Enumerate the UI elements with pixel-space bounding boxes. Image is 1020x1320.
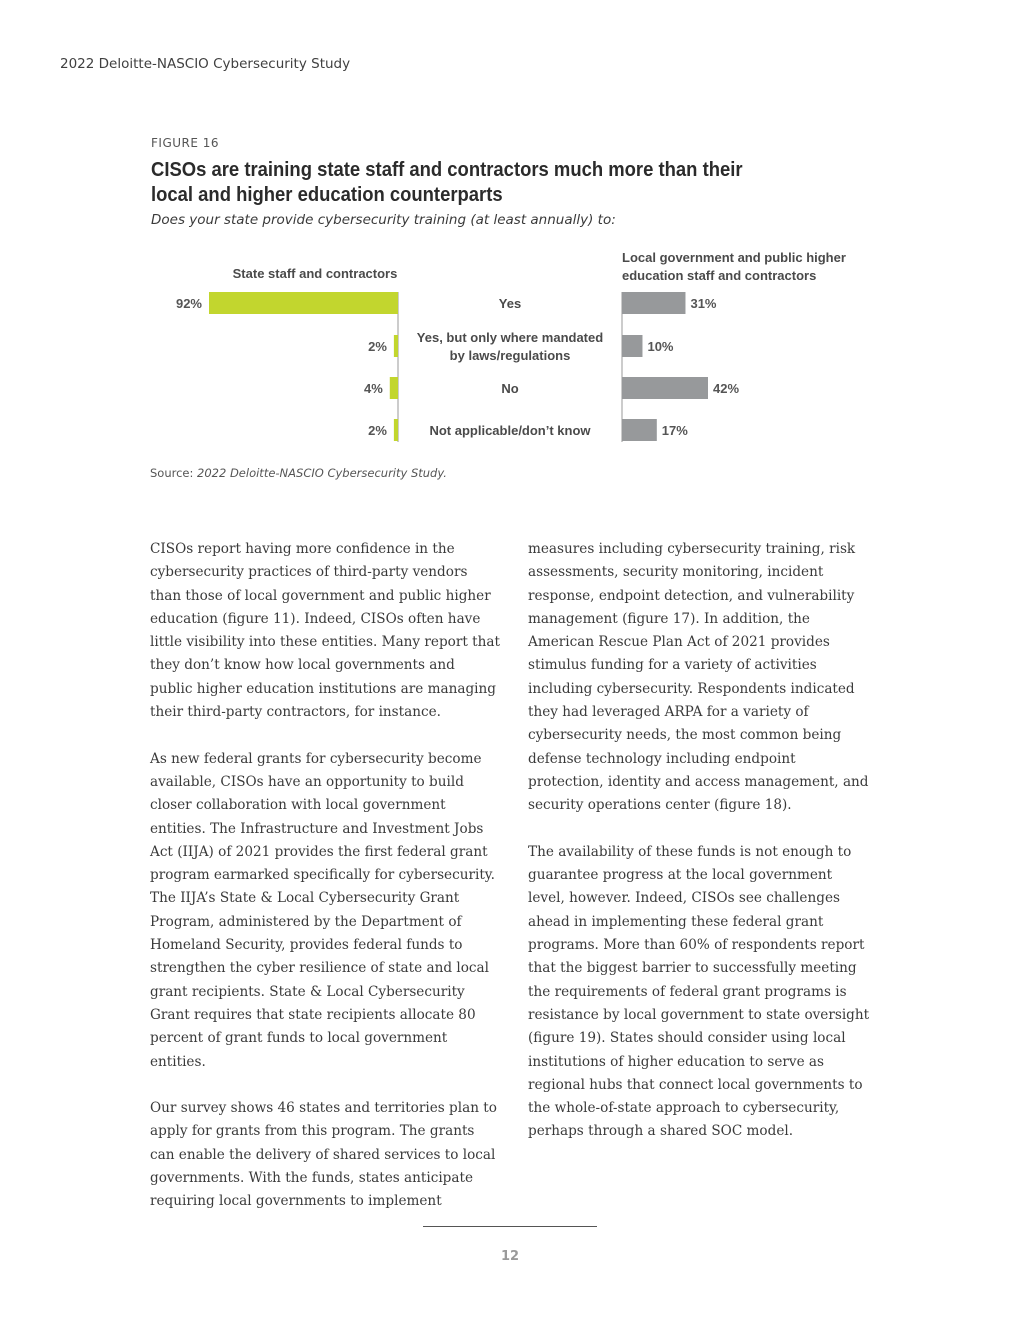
data-label-state: 2%	[368, 339, 387, 354]
bar-local	[622, 292, 685, 314]
data-label-local: 31%	[690, 296, 717, 311]
data-label-local: 42%	[713, 381, 740, 396]
data-label-state: 2%	[368, 423, 387, 438]
data-label-state: 4%	[363, 381, 383, 396]
category-label: Not applicable/don’t know	[429, 423, 591, 438]
bar-local	[622, 335, 642, 357]
body-paragraph: CISOs report having more confidence in the cybersecurity practices of third-party vendors than those of local government and public higher education (figure 11). Indeed, CISOs often have little visibility into these entities. Many report that they don’t know how local governments and public higher education institutions are managing their third-party contractors, for instance.	[150, 541, 500, 721]
category-label: No	[501, 381, 519, 396]
bar-local	[622, 419, 657, 441]
running-header: 2022 Deloitte-NASCIO Cybersecurity Study	[60, 56, 351, 72]
series-label-right: education staff and contractors	[622, 268, 817, 283]
figure-source	[150, 466, 447, 480]
footer-rule	[423, 1226, 597, 1227]
data-label-local: 17%	[661, 423, 688, 438]
body-paragraph: measures including cybersecurity training, risk assessments, security monitoring, incident response, endpoint detection, and vulnerability management (figure 17). In addition, the American Rescue Plan Act of 2021 provides stimulus funding for a variety of activities including cybersecurity. Respondents indicated they had leveraged ARPA for a variety of cybersecurity needs, the most common being defense technology including endpoint protection, identity and access management, and security operations center (figure 18).	[528, 541, 869, 814]
body-column-left	[150, 538, 500, 1237]
figure-label: FIGURE 16	[151, 136, 220, 150]
figure-subtitle: Does your state provide cybersecurity training (at least annually) to:	[151, 212, 616, 228]
body-column-right	[528, 538, 873, 1167]
source-title: 2022 Deloitte-NASCIO Cybersecurity Study.	[197, 466, 447, 480]
bar-state	[390, 377, 398, 399]
body-paragraph: The availability of these funds is not enough to guarantee progress at the local government level, however. Indeed, CISOs see challenges ahead in implementing these federal grant programs. More than 60% of respondents report that the biggest barrier to successfully meeting the requirements of federal grant programs is resistance by local government to state oversight (figure 19). States should consider using local institutions of higher education to serve as regional hubs that connect local governments to the whole-of-state approach to cybersecurity, perhaps through a shared SOC model.	[528, 843, 870, 1140]
category-label: by laws/regulations	[449, 348, 571, 363]
bar-local	[622, 377, 708, 399]
figure-title: CISOs are training state staff and contractors much more than their local and higher education counterparts	[151, 158, 743, 206]
series-label-left: State staff and contractors	[232, 266, 398, 281]
bar-state	[394, 335, 398, 357]
data-label-state: 92%	[175, 296, 202, 311]
category-label: Yes	[498, 296, 522, 311]
page-number: 12	[500, 1249, 520, 1264]
body-paragraph: As new federal grants for cybersecurity become available, CISOs have an opportunity to build closer collaboration with local government entities. The Infrastructure and Investment Jobs Act (IIJA) of 2021 provides the first federal grant program earmarked specifically for cybersecurity. The IIJA’s State & Local Cybersecurity Grant Program, administered by the Department of Homeland Security, provides federal funds to strengthen the cyber resilience of state and local grant recipients. State & Local Cybersecurity Grant requires that state recipients allocate 80 percent of grant funds to local government entities.	[150, 750, 495, 1070]
category-label: Yes, but only where mandated	[416, 330, 604, 345]
series-label-right: Local government and public higher	[622, 250, 846, 265]
bar-state	[394, 419, 398, 441]
butterfly-bar-chart	[0, 0, 1020, 460]
source-prefix: Source:	[150, 466, 198, 480]
data-label-local: 10%	[647, 339, 674, 354]
bar-state	[209, 292, 398, 314]
body-paragraph: Our survey shows 46 states and territories plan to apply for grants from this program. The grants can enable the delivery of shared services to local governments. With the funds, states anticipate requiring local governments to implement	[150, 1100, 497, 1210]
